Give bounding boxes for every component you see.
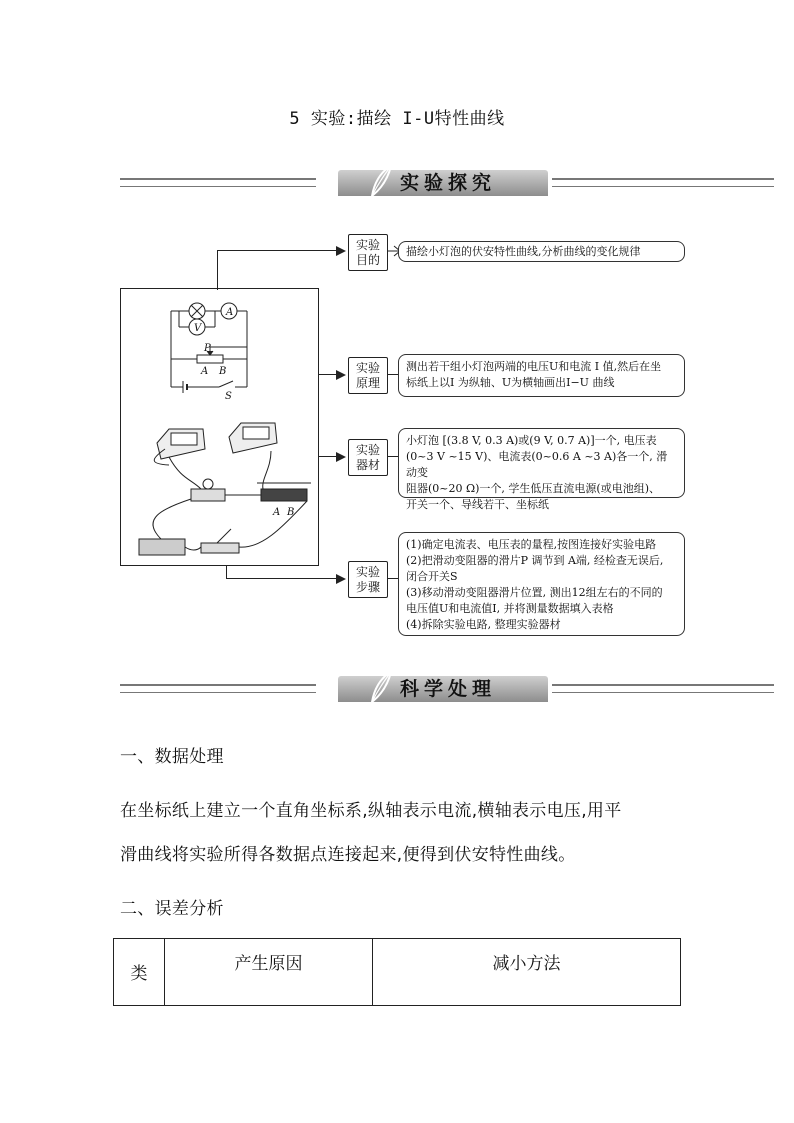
heading-error-analysis: 二、误差分析 bbox=[120, 899, 224, 919]
voltmeter-label: V bbox=[194, 323, 202, 334]
photo-end-a: A bbox=[273, 507, 281, 518]
arrow-icon bbox=[336, 451, 348, 463]
leaf-icon bbox=[364, 670, 394, 704]
paragraph-line-2: 滑曲线将实验所得各数据点连接起来,便得到伏安特性曲线。 bbox=[120, 845, 576, 865]
rheostat-end-a: A bbox=[201, 366, 209, 377]
arrow-icon bbox=[336, 369, 348, 381]
label-steps: 实验 步骤 bbox=[348, 561, 388, 598]
photo-end-b: B bbox=[287, 507, 295, 518]
arrow-icon bbox=[336, 573, 348, 585]
banner-title: 科学处理 bbox=[400, 678, 497, 700]
box-purpose: 描绘小灯泡的伏安特性曲线,分析曲线的变化规律 bbox=[398, 241, 685, 262]
label-principle: 实验 原理 bbox=[348, 357, 388, 394]
rheostat-end-b: B bbox=[219, 366, 227, 377]
section-banner-process bbox=[120, 676, 774, 702]
error-table bbox=[113, 938, 681, 1006]
ammeter-label: A bbox=[226, 307, 234, 318]
heading-data-processing: 一、数据处理 bbox=[120, 747, 224, 767]
label-purpose: 实验 目的 bbox=[348, 234, 388, 271]
paragraph-line-1: 在坐标纸上建立一个直角坐标系,纵轴表示电流,横轴表示电压,用平 bbox=[120, 801, 622, 821]
switch-label: S bbox=[225, 391, 232, 402]
label-materials: 实验 器材 bbox=[348, 439, 388, 476]
table-row bbox=[114, 939, 681, 1006]
page-title: 5 实验:描绘 I-U特性曲线 bbox=[289, 109, 505, 129]
box-steps: (1)确定电流表、电压表的量程,按图连接好实验电路 (2)把滑动变阻器的滑片P 调节到 A端, 经检查无误后, 闭合开关S (3)移动滑动变阻器滑片位置, 测出12组左右的不同的 电压值U和电流值I, 并将测量数据填入表格 (4)拆除实验电路, 整理实验器材 bbox=[398, 532, 685, 636]
arrow-icon bbox=[336, 245, 348, 257]
table-header-category: 类 bbox=[114, 939, 165, 1006]
slider-label: P bbox=[204, 343, 211, 354]
banner-title: 实验探究 bbox=[400, 172, 497, 194]
table-header-cause: 产生原因 bbox=[165, 939, 373, 1006]
table-header-method: 减小方法 bbox=[373, 939, 681, 1006]
circuit-diagram bbox=[121, 289, 318, 565]
box-principle: 测出若干组小灯泡两端的电压U和电流 I 值,然后在坐 标纸上以I 为纵轴、U为横轴画出I−U 曲线 bbox=[398, 354, 685, 397]
apparatus-figure bbox=[120, 288, 319, 566]
box-materials: 小灯泡 [(3.8 V, 0.3 A)或(9 V, 0.7 A)]一个, 电压表 (0~3 V ~15 V)、电流表(0~0.6 A ~3 A)各一个, 滑动变 阻器(0~20 Ω)一个, 学生低压直流电源(或电池组)、 开关一个、导线若干、坐标纸 bbox=[398, 428, 685, 498]
